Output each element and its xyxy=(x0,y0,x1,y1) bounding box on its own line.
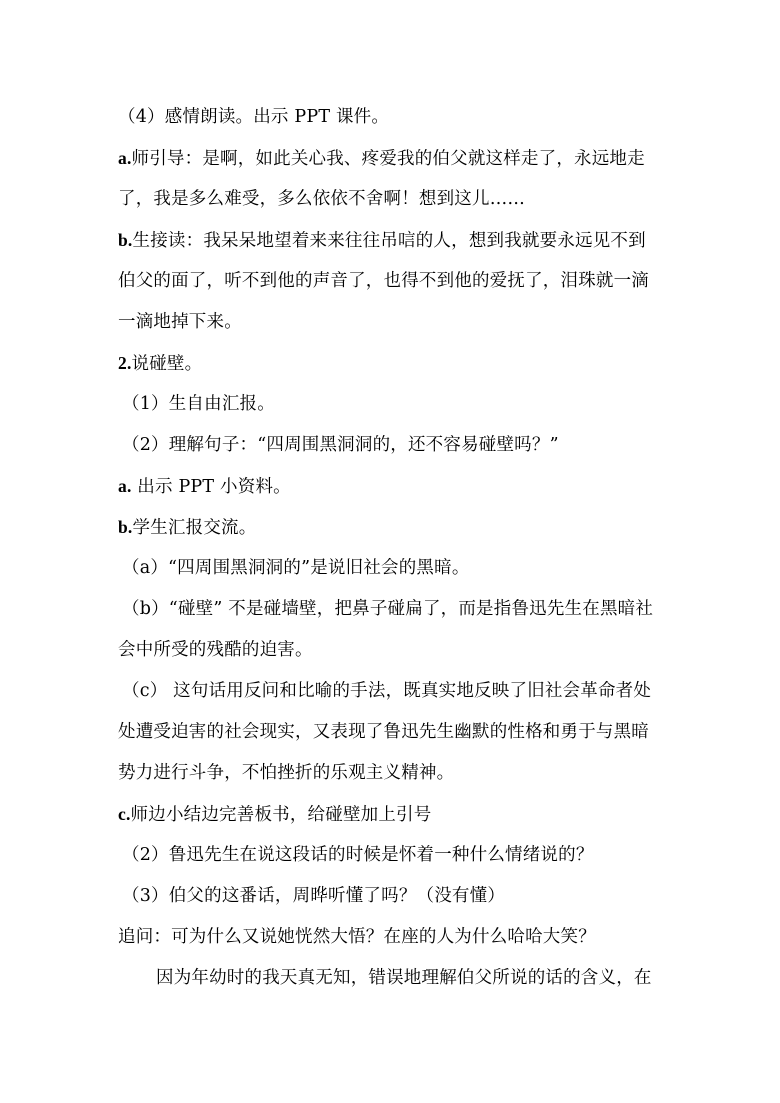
line-text: 会中所受的残酷的迫害。 xyxy=(118,640,313,660)
line-text: （c） 这句话用反问和比喻的手法，既真实地反映了旧社会革命者处 xyxy=(122,681,652,701)
paragraph-line xyxy=(118,105,389,129)
paragraph-line xyxy=(118,228,646,253)
paragraph-line xyxy=(122,679,651,703)
line-prefix: b. xyxy=(118,230,133,250)
paragraph-line xyxy=(118,638,313,662)
paragraph-line xyxy=(118,761,454,785)
line-text: （3）伯父的这番话，周晔听懂了吗？（没有懂） xyxy=(122,886,506,906)
line-prefix: b. xyxy=(118,517,133,537)
paragraph-line xyxy=(118,474,291,499)
line-text: 处遭受迫害的社会现实，又表现了鲁迅先生幽默的性格和勇于与黑暗 xyxy=(118,722,649,742)
paragraph-line xyxy=(122,433,559,457)
line-prefix: 2. xyxy=(118,353,132,373)
paragraph-line xyxy=(122,884,505,908)
line-prefix: c. xyxy=(118,804,131,824)
line-prefix: a. xyxy=(118,148,132,168)
paragraph-line xyxy=(118,515,256,540)
line-text: 因为年幼时的我天真无知，错误地理解伯父所说的话的含义，在 xyxy=(156,968,652,988)
paragraph-line xyxy=(118,187,525,211)
line-text: 了，我是多么难受，多么依依不舍啊！想到这儿…… xyxy=(118,189,526,209)
paragraph-line xyxy=(156,966,652,990)
line-text: 说碰壁。 xyxy=(131,354,203,374)
line-text: 师引导：是啊，如此关心我、疼爱我的伯父就这样走了，永远地走 xyxy=(131,149,645,169)
line-text: 势力进行斗争，不怕挫折的乐观主义精神。 xyxy=(118,763,455,783)
paragraph-line xyxy=(122,843,594,867)
line-prefix: （4） xyxy=(118,107,165,127)
line-text: （2）理解句子：“四周围黑洞洞的，还不容易碰壁吗？” xyxy=(122,435,559,455)
paragraph-line xyxy=(118,802,431,827)
line-text: 感情朗读。出示 PPT 课件。 xyxy=(164,107,390,127)
line-text: （2）鲁迅先生在说这段话的时候是怀着一种什么情绪说的？ xyxy=(122,845,594,865)
line-text: （a）“四周围黑洞洞的”是说旧社会的黑暗。 xyxy=(122,558,470,578)
paragraph-line xyxy=(118,720,649,744)
line-text: 生接读：我呆呆地望着来来往往吊唁的人，想到我就要永远见不到 xyxy=(132,231,646,251)
paragraph-line xyxy=(122,597,653,621)
paragraph-line xyxy=(118,925,596,949)
line-text: 师边小结边完善板书，给碰壁加上引号 xyxy=(130,805,432,825)
line-text: 出示 PPT 小资料。 xyxy=(131,477,291,497)
line-text: 追问：可为什么又说她恍然大悟？在座的人为什么哈哈大笑？ xyxy=(118,927,596,947)
paragraph-line xyxy=(118,269,649,293)
paragraph-line xyxy=(122,392,275,416)
paragraph-line xyxy=(118,351,202,376)
line-text: 一滴地掉下来。 xyxy=(118,312,242,332)
paragraph-line xyxy=(118,146,645,171)
line-prefix: a. xyxy=(118,476,132,496)
paragraph-line xyxy=(122,556,470,580)
line-text: 学生汇报交流。 xyxy=(132,518,257,538)
line-text: 伯父的面了，听不到他的声音了，也得不到他的爱抚了，泪珠就一滴 xyxy=(118,271,649,291)
line-text: （b）“碰壁” 不是碰墙壁，把鼻子碰扁了，而是指鲁迅先生在黑暗社 xyxy=(122,599,654,619)
line-text: （1）生自由汇报。 xyxy=(122,394,275,414)
paragraph-line xyxy=(118,310,242,334)
